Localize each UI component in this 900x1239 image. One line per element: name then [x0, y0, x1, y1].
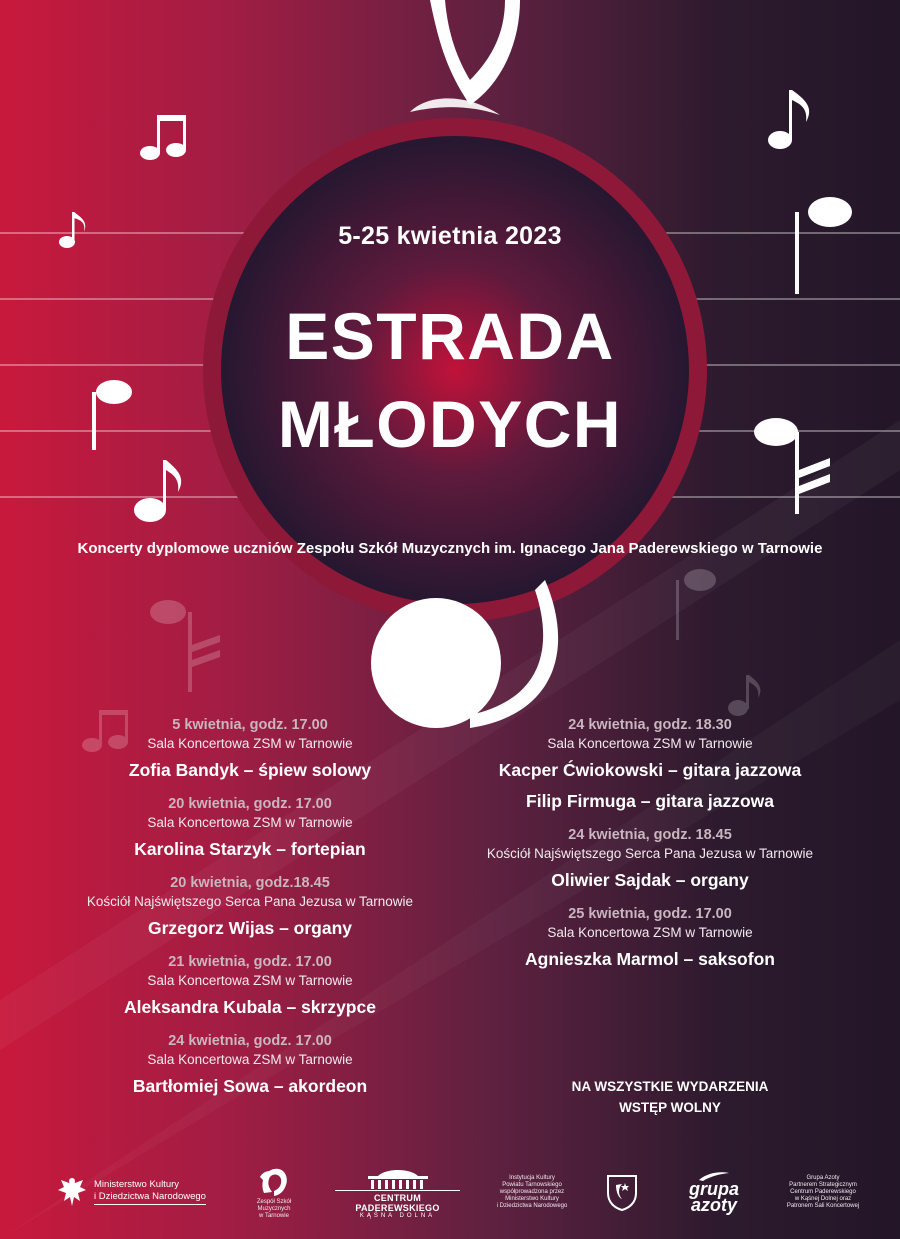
event-item — [40, 953, 460, 1021]
event-date: 21 kwietnia, godz. 17.00 — [168, 954, 332, 970]
event-item — [440, 905, 860, 973]
entry-line-2: WSTĘP WOLNY — [619, 1100, 721, 1115]
grupa-azoty-logo: grupa azoty — [668, 1162, 760, 1222]
ministry-logo — [46, 1162, 216, 1222]
music-note-icon — [728, 675, 760, 716]
ministry-name: Ministerstwo Kultury i Dziedzictwa Narodowego — [94, 1179, 206, 1205]
coat-of-arms-logo — [600, 1162, 644, 1222]
event-date: 24 kwietnia, godz. 18.30 — [568, 717, 732, 733]
coat-of-arms-icon — [605, 1173, 639, 1211]
events-left-column — [40, 716, 460, 1111]
event-venue: Sala Koncertowa ZSM w Tarnowie — [147, 815, 353, 830]
event-date: 24 kwietnia, godz. 18.45 — [568, 827, 732, 843]
event-venue: Sala Koncertowa ZSM w Tarnowie — [547, 736, 753, 751]
event-performer: Oliwier Sajdak – organy — [551, 870, 749, 890]
centrum-name: CENTRUM PADEREWSKIEGO — [335, 1190, 460, 1213]
institution-note: Instytucja Kultury Powiatu Tarnowskiego współprowadzona przez Ministerstwo Kultury i Dziedzictwa Narodowego — [496, 1174, 568, 1209]
events-right-column — [440, 716, 860, 984]
event-item — [40, 874, 460, 942]
treble-clef-swirl-icon — [430, 0, 520, 105]
school-logo — [240, 1162, 308, 1222]
event-performer: Filip Firmuga – gitara jazzowa — [526, 791, 774, 811]
event-date: 25 kwietnia, godz. 17.00 — [568, 906, 732, 922]
event-performer: Agnieszka Marmol – saksofon — [525, 949, 775, 969]
event-performer: Grzegorz Wijas – organy — [147, 918, 353, 938]
partner-note: Grupa Azoty Partnerem Strategicznym Centrum Paderewskiego w Kąśnej Dolnej oraz Patronem Sali Koncertowej — [786, 1174, 860, 1209]
paderewski-portrait-icon — [256, 1165, 292, 1199]
centrum-paderewskiego-logo — [335, 1162, 460, 1222]
title-line-1: ESTRADA — [285, 299, 615, 373]
event-performer: Kacper Ćwiokowski – gitara jazzowa — [498, 760, 802, 780]
music-note-icon — [768, 90, 809, 149]
event-date: 20 kwietnia, godz.18.45 — [170, 875, 330, 891]
event-venue: Sala Koncertowa ZSM w Tarnowie — [147, 1052, 353, 1067]
event-venue: Sala Koncertowa ZSM w Tarnowie — [547, 925, 753, 940]
event-venue: Kościół Najświętszego Serca Pana Jezusa w Tarnowie — [486, 846, 814, 861]
event-performer: Karolina Starzyk – fortepian — [134, 839, 366, 859]
event-dates: 5-25 kwietnia 2023 — [338, 222, 562, 250]
poster-subtitle: Koncerty dyplomowe uczniów Zespołu Szkół Muzycznych im. Ignacego Jana Paderewskiego w Tarnowie — [77, 540, 823, 557]
event-date: 20 kwietnia, godz. 17.00 — [168, 796, 332, 812]
centrum-sub: KĄŚNA DOLNA — [359, 1212, 436, 1219]
music-note-icon — [134, 460, 181, 522]
event-performer: Aleksandra Kubala – skrzypce — [124, 997, 376, 1017]
entry-info — [520, 1076, 820, 1118]
clef-ball — [371, 598, 501, 728]
entry-line-1: NA WSZYSTKIE WYDARZENIA — [571, 1079, 769, 1094]
music-note-icon — [140, 115, 186, 160]
school-name: Zespół Szkół Muzycznych w Tarnowie — [256, 1198, 292, 1219]
event-date: 24 kwietnia, godz. 17.00 — [168, 1033, 332, 1049]
event-venue: Kościół Najświętszego Serca Pana Jezusa w Tarnowie — [86, 894, 414, 909]
music-note-icon — [150, 600, 220, 692]
poster-title — [0, 292, 900, 468]
event-venue: Sala Koncertowa ZSM w Tarnowie — [147, 736, 353, 751]
eagle-emblem-icon — [56, 1175, 88, 1209]
event-item — [440, 826, 860, 894]
event-venue: Sala Koncertowa ZSM w Tarnowie — [147, 973, 353, 988]
event-item — [440, 716, 860, 815]
title-line-2: MŁODYCH — [277, 387, 623, 461]
event-performer: Zofia Bandyk – śpiew solowy — [128, 760, 372, 780]
event-performer: Bartłomiej Sowa – akordeon — [132, 1076, 368, 1096]
event-item — [40, 716, 460, 784]
event-date: 5 kwietnia, godz. 17.00 — [172, 717, 328, 733]
event-item — [40, 1032, 460, 1100]
event-item — [40, 795, 460, 863]
building-icon — [358, 1166, 438, 1190]
